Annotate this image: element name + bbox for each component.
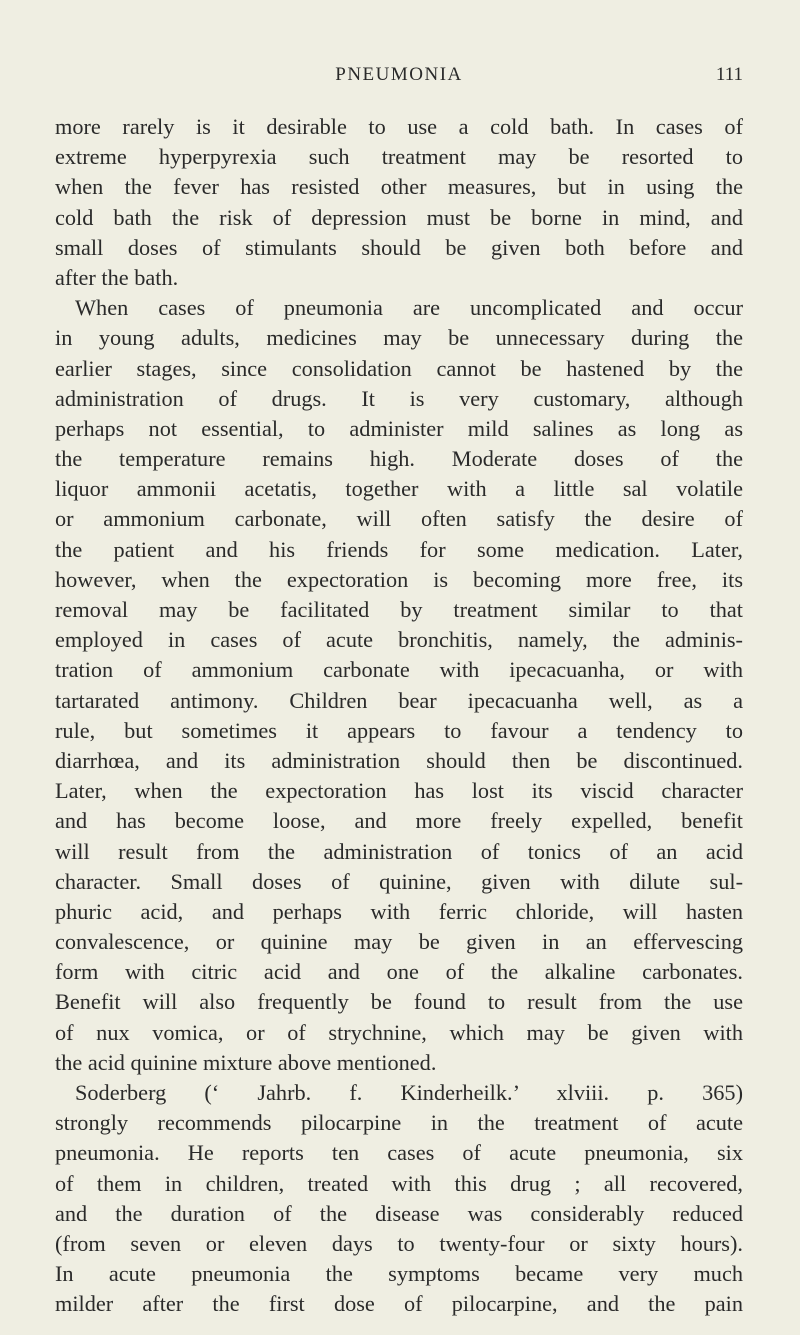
text-line: extreme hyperpyrexia such treatment may be resorted to	[55, 144, 743, 170]
text-line: Benefit will also frequently be found to result from the use	[55, 989, 743, 1015]
text-line: or ammonium carbonate, will often satisfy the desire of	[55, 506, 743, 532]
text-line: the temperature remains high. Moderate doses of the	[55, 446, 743, 472]
text-line: of them in children, treated with this drug ; all recovered,	[55, 1170, 743, 1196]
text-line: the patient and his friends for some medication. Later,	[55, 536, 743, 562]
text-line: tartarated antimony. Children bear ipecacuanha well, as a	[55, 687, 743, 713]
text-line: phuric acid, and perhaps with ferric chloride, will hasten	[55, 898, 743, 924]
text-line: liquor ammonii acetatis, together with a little sal volatile	[55, 476, 743, 502]
text-line: tration of ammonium carbonate with ipecacuanha, or with	[55, 657, 743, 683]
text-line: of nux vomica, or of strychnine, which may be given with	[55, 1019, 743, 1045]
page-number: 111	[715, 64, 743, 85]
body-text	[55, 112, 743, 1320]
running-title: PNEUMONIA	[335, 64, 463, 85]
text-line: will result from the administration of tonics of an acid	[55, 838, 743, 864]
text-line: employed in cases of acute bronchitis, namely, the adminis-	[55, 627, 743, 653]
text-line: administration of drugs. It is very customary, although	[55, 385, 743, 411]
text-line: pneumonia. He reports ten cases of acute pneumonia, six	[55, 1140, 743, 1166]
text-line: cold bath the risk of depression must be borne in mind, and	[55, 204, 743, 230]
text-line: earlier stages, since consolidation cannot be hastened by the	[55, 355, 743, 381]
text-line: more rarely is it desirable to use a cold bath. In cases of	[55, 114, 743, 139]
text-line: form with citric acid and one of the alkaline carbonates.	[55, 959, 743, 985]
text-line: Soderberg (‘ Jahrb. f. Kinderheilk.’ xlviii. p. 365)	[75, 1080, 743, 1105]
text-line: When cases of pneumonia are uncomplicated and occur	[75, 295, 743, 321]
text-line: convalescence, or quinine may be given in an effervescing	[55, 929, 743, 955]
page-header	[55, 64, 743, 94]
text-line: after the bath.	[55, 264, 179, 290]
text-line: milder after the first dose of pilocarpine, and the pain	[55, 1291, 743, 1317]
text-line: rule, but sometimes it appears to favour a tendency to	[55, 717, 743, 743]
text-line: (from seven or eleven days to twenty-four or sixty hours).	[55, 1230, 743, 1256]
text-line: removal may be facilitated by treatment similar to that	[55, 597, 743, 622]
text-line: strongly recommends pilocarpine in the treatment of acute	[55, 1110, 743, 1136]
text-line: character. Small doses of quinine, given with dilute sul-	[55, 868, 743, 894]
text-line: the acid quinine mixture above mentioned.	[55, 1049, 437, 1075]
text-line: when the fever has resisted other measures, but in using the	[55, 174, 743, 200]
text-line: Later, when the expectoration has lost its viscid character	[55, 778, 743, 804]
text-line: and has become loose, and more freely expelled, benefit	[55, 808, 743, 834]
text-line: perhaps not essential, to administer mild salines as long as	[55, 415, 743, 441]
text-line: in young adults, medicines may be unnecessary during the	[55, 325, 743, 351]
text-line: however, when the expectoration is becoming more free, its	[55, 566, 743, 592]
text-line: and the duration of the disease was considerably reduced	[55, 1200, 743, 1226]
text-line: small doses of stimulants should be given both before and	[55, 234, 743, 260]
text-line: diarrhœa, and its administration should then be discontinued.	[55, 747, 743, 773]
text-line: In acute pneumonia the symptoms became very much	[55, 1261, 743, 1287]
